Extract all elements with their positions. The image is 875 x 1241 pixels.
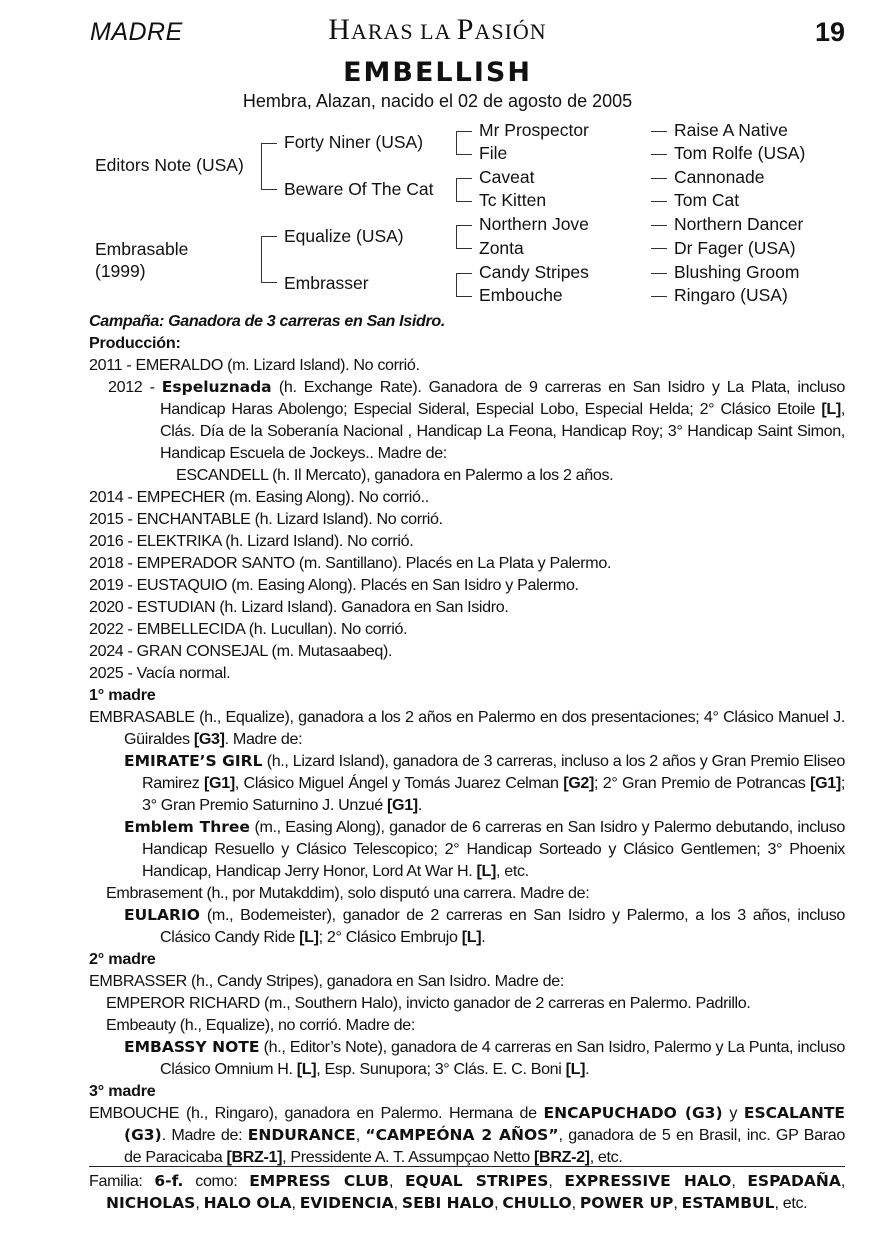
pedigree-gen3: Tc Kitten [479, 190, 547, 210]
second-dam-grandchild [89, 1036, 845, 1080]
offspring-name: ESCALANTE (G3) [124, 1104, 845, 1144]
family-horse-name: EVIDENCIA [299, 1194, 394, 1212]
entry-text: (h., Lizard Island), ganadora de 3 carreras, incluso a los 2 años y Gran Premio Eliseo Ramirez [142, 752, 846, 792]
grade-tag: [G1] [387, 796, 418, 814]
grade-tag: [BRZ-2] [534, 1148, 590, 1166]
entry-text: (m., Easing Along), ganador de 6 carreras en San Isidro y Palermo debutando, incluso Handicap Resuello y Clásico Telescopico; 2° Handicap Sorteado y Clásico Gentlemen; 3° Phoenix Handicap, Handicap Jerry Honor, Lord At War H. [142, 818, 845, 880]
family-horse-name: ESPADAÑA [747, 1172, 841, 1190]
pedigree-gen3: Caveat [479, 167, 535, 187]
pedigree-gen3: Candy Stripes [479, 262, 589, 282]
entry-text: , Esp. Sunupora; 3° Clás. E. C. Boni [316, 1060, 566, 1078]
entry-text: ; 3° Gran Premio Saturnino J. Unzué [142, 774, 845, 814]
entry-text: . [481, 928, 486, 946]
pedigree-gen4: Dr Fager (USA) [674, 238, 796, 258]
family-label: Familia: [89, 1172, 155, 1190]
offspring-name: EMIRATE’S GIRL [124, 752, 263, 770]
production-entry: 2016 - ELEKTRIKA (h. Lizard Island). No corrió. [89, 532, 414, 550]
separator: , [673, 1194, 682, 1212]
family-horse-name: EXPRESSIVE HALO [564, 1172, 732, 1190]
pedigree-chart [0, 0, 875, 320]
entry-text: ; 2° Clásico Embrujo [318, 928, 462, 946]
production-entry: 2022 - EMBELLECIDA (h. Lucullan). No corrió. [89, 620, 408, 638]
pedigree-gen3: Embouche [479, 285, 563, 305]
pedigree-gen4: Cannonade [674, 167, 765, 187]
family-code: 6-f. [154, 1172, 184, 1190]
offspring-name: Espeluznada [161, 378, 272, 396]
separator: , [388, 1172, 405, 1190]
offspring-name: Emblem Three [124, 818, 250, 836]
pedigree-gen4: Tom Rolfe (USA) [674, 143, 806, 163]
entry-text: , etc. [496, 862, 529, 880]
page-number: 19 [814, 17, 845, 47]
grade-tag: [L] [299, 928, 319, 946]
entry-text: (m., Bodemeister), ganador de 2 carreras en San Isidro y Palermo, a los 3 años, incluso Clásico Candy Ride [160, 906, 845, 946]
family-horse-name: EQUAL STRIPES [404, 1172, 549, 1190]
production-entry: 2019 - EUSTAQUIO (m. Easing Along). Placés en San Isidro y Palermo. [89, 576, 579, 594]
family-horse-name: HALO OLA [203, 1194, 292, 1212]
offspring-name: EULARIO [124, 906, 200, 924]
entry-text: y [722, 1104, 744, 1122]
grade-tag: [G1] [810, 774, 841, 792]
separator: , [291, 1194, 300, 1212]
first-dam-child [89, 750, 845, 816]
offspring-name: ENCAPUCHADO (G3) [543, 1104, 723, 1122]
family-divider [89, 1166, 845, 1167]
separator: , [393, 1194, 402, 1212]
family-horse-name: EMPRESS CLUB [249, 1172, 389, 1190]
offspring-name: ENDURANCE [247, 1126, 356, 1144]
grade-tag: [L] [296, 1060, 317, 1078]
pedigree-dam: Embrasable [95, 239, 189, 259]
production-entry: 2018 - EMPERADOR SANTO (m. Santillano). Placés en La Plata y Palermo. [89, 554, 612, 572]
second-dam-child: EMPEROR RICHARD (m., Southern Halo), invicto ganador de 2 carreras en Palermo. Padrillo. [106, 994, 751, 1012]
production-entry: 2025 - Vacía normal. [89, 664, 231, 682]
section-label: MADRE [90, 18, 183, 46]
pedigree-dam-year: (1999) [95, 261, 146, 281]
family-horse-name: SEBI HALO [401, 1194, 495, 1212]
first-dam-child: Embrasement (h., por Mutakddim), solo disputó una carrera. Madre de: [106, 884, 590, 902]
entry-text: . [585, 1060, 590, 1078]
pedigree-sire: Editors Note (USA) [95, 155, 244, 175]
entry-text: EMBOUCHE (h., Ringaro), ganadora en Palermo. Hermana de [89, 1104, 544, 1122]
production-heading: Producción: [89, 334, 181, 352]
pedigree-gen2: Forty Niner (USA) [284, 132, 424, 152]
pedigree-gen3: Mr Prospector [479, 120, 589, 140]
grade-tag: [L] [565, 1060, 586, 1078]
grade-tag: [L] [821, 400, 841, 418]
pedigree-gen4: Ringaro (USA) [674, 285, 788, 305]
second-dam-child: Embeauty (h., Equalize), no corrió. Madre de: [106, 1016, 415, 1034]
entry-text: . Madre de: [224, 730, 303, 748]
pedigree-gen4: Northern Dancer [674, 214, 804, 234]
pedigree-gen4: Tom Cat [674, 190, 740, 210]
separator: , [840, 1172, 845, 1190]
entry-text: , Pressidente A. T. Assumpçao Netto [282, 1148, 535, 1166]
production-entry: 2015 - ENCHANTABLE (h. Lizard Island). No corrió. [89, 510, 443, 528]
title-part: ASIÓN [474, 19, 547, 44]
entry-text: (h., Editor’s Note), ganadora de 4 carreras en San Isidro, Palermo y La Punta, incluso Clásico Omnium H. [160, 1038, 846, 1078]
pedigree-gen3: Zonta [479, 238, 524, 258]
entry-text: (h. Exchange Rate). Ganadora de 9 carreras en San Isidro y La Plata, incluso Handicap Haras Abolengo; Especial Sideral, Especial Lobo, Especial Helda; 2° Clásico Etoile [160, 378, 845, 418]
separator: , [494, 1194, 503, 1212]
grade-tag: [BRZ-1] [226, 1148, 283, 1166]
horse-description: Hembra, Alazan, nacido el 02 de agosto de 2005 [242, 91, 633, 111]
title-initial: P [456, 13, 475, 46]
family-horse-name: ESTAMBUL [681, 1194, 775, 1212]
title-part: ARAS LA [350, 19, 457, 44]
second-dam-heading: 2° madre [89, 950, 156, 968]
production-grandchild: ESCANDELL (h. Il Mercato), ganadora en Palermo a los 2 años. [176, 466, 614, 484]
entry-text: , Clás. Día de la Soberanía Nacional , Handicap La Feona, Handicap Roy; 3° Handicap Saint Simon, Handicap Escuela de Jockeys.. Madre de: [160, 400, 845, 462]
entry-text: . Madre de: [161, 1126, 248, 1144]
entry-text: , [355, 1126, 366, 1144]
family-section [89, 1170, 845, 1214]
separator: , etc. [774, 1194, 808, 1212]
third-dam-heading: 3° madre [89, 1082, 156, 1100]
separator: , [731, 1172, 748, 1190]
entry-text: , ganadora de 5 en Brasil, inc. GP Barao de Paracicaba [124, 1126, 845, 1166]
separator: , [571, 1194, 580, 1212]
first-dam-intro [89, 706, 845, 750]
second-dam-intro: EMBRASSER (h., Candy Stripes), ganadora en San Isidro. Madre de: [89, 972, 564, 990]
third-dam-text [89, 1102, 845, 1168]
grade-tag: [G1] [204, 774, 235, 792]
entry-text: , Clásico Miguel Ángel y Tomás Juarez Celman [234, 774, 564, 792]
first-dam-grandchild [89, 904, 845, 948]
pedigree-gen4: Raise A Native [674, 120, 788, 140]
family-horse-name: CHULLO [502, 1194, 572, 1212]
grade-tag: [G3] [193, 730, 225, 748]
pedigree-gen2: Beware Of The Cat [284, 179, 434, 199]
first-dam-heading: 1° madre [89, 686, 156, 704]
production-entry: 2020 - ESTUDIAN (h. Lizard Island). Ganadora en San Isidro. [89, 598, 509, 616]
pedigree-gen4: Blushing Groom [674, 262, 800, 282]
production-entry: 2024 - GRAN CONSEJAL (m. Mutasaabeq). [89, 642, 393, 660]
pedigree-gen3: Northern Jove [479, 214, 589, 234]
entry-text: ; 2° Gran Premio de Potrancas [594, 774, 811, 792]
campaign-line: Campaña: Ganadora de 3 carreras en San Isidro. [89, 312, 445, 330]
separator: , [195, 1194, 204, 1212]
production-entry: 2014 - EMPECHER (m. Easing Along). No corrió.. [89, 488, 429, 506]
family-horse-name: POWER UP [579, 1194, 674, 1212]
pedigree-gen3: File [479, 143, 508, 163]
production-entry: 2011 - EMERALDO (m. Lizard Island). No corrió. [89, 356, 420, 374]
entry-year: 2012 - [108, 378, 162, 396]
entry-text: . [417, 796, 422, 814]
entry-text: EMBRASABLE (h., Equalize), ganadora a los 2 años en Palermo en dos presentaciones; 4° Clásico Manuel J. Güiraldes [89, 708, 845, 748]
offspring-name: EMBASSY NOTE [124, 1038, 260, 1056]
entry-text: como: [183, 1172, 250, 1190]
pedigree-gen2: Equalize (USA) [284, 226, 404, 246]
title-initial: H [328, 13, 351, 46]
pedigree-gen2: Embrasser [284, 273, 369, 293]
grade-tag: [L] [461, 928, 482, 946]
catalog-body [89, 310, 845, 1168]
family-horse-name: NICHOLAS [106, 1194, 196, 1212]
entry-text: , etc. [589, 1148, 623, 1166]
separator: , [548, 1172, 565, 1190]
offspring-name: “CAMPEÓNA 2 AÑOS” [365, 1126, 559, 1144]
grade-tag: [G2] [563, 774, 595, 792]
first-dam-child [89, 816, 845, 882]
production-entry [89, 376, 845, 464]
horse-name: EMBELLISH [343, 57, 532, 88]
grade-tag: [L] [476, 862, 496, 880]
